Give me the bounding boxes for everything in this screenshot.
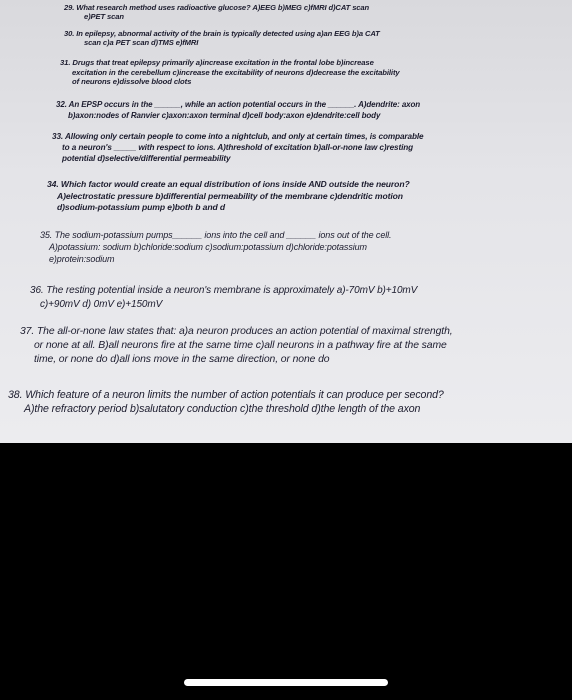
- question-line: excitation in the cerebellum c)increase the excitability of neurons d)decrease the excitability: [72, 67, 400, 77]
- question-line: time, or none do d)all ions move in the same direction, or none do: [34, 354, 330, 365]
- question-line: b)axon:nodes of Ranvier c)axon:axon terminal d)cell body:axon e)dendrite:cell body: [68, 110, 381, 120]
- question-line: 36. The resting potential inside a neuron's membrane is approximately a)-70mV b)+10mV: [30, 285, 418, 296]
- question-30: [64, 29, 380, 47]
- question-line: c)+90mV d) 0mV e)+150mV: [40, 298, 163, 310]
- question-line: 29. What research method uses radioactive glucose? A)EEG b)MEG c)fMRI d)CAT scan: [64, 3, 370, 12]
- question-line: potential d)selective/differential permeability: [62, 154, 231, 163]
- question-line: 32. An EPSP occurs in the ______, while an action potential occurs in the ______. A)dendrite: axon: [56, 100, 421, 109]
- question-36: [30, 284, 417, 311]
- question-line: 38. Which feature of a neuron limits the number of action potentials it can produce per second?: [8, 389, 444, 401]
- question-line: scan c)a PET scan d)TMS e)fMRI: [84, 38, 199, 47]
- question-line: A)the refractory period b)salutatory conduction c)the threshold d)the length of the axon: [24, 403, 421, 415]
- question-line: or none at all. B)all neurons fire at the same time c)all neurons in a pathway fire at the same: [34, 340, 447, 351]
- question-line: 31. Drugs that treat epilepsy primarily a)increase excitation in the frontal lobe b)increase: [60, 58, 374, 67]
- question-line: to a neuron's _____ with respect to ions. A)threshold of excitation b)all-or-none law c)resting: [62, 143, 414, 152]
- home-indicator-bar[interactable]: [184, 679, 388, 686]
- question-line: 37. The all-or-none law states that: a)a neuron produces an action potential of maximal strength,: [20, 326, 453, 337]
- question-38: [8, 388, 444, 416]
- question-line: 30. In epilepsy, abnormal activity of the brain is typically detected using a)an EEG b)a CAT: [64, 29, 380, 38]
- question-35: [40, 229, 391, 265]
- question-31: [60, 58, 400, 87]
- question-line: 35. The sodium-potassium pumps______ ions into the cell and ______ ions out of the cell.: [40, 230, 392, 240]
- question-line: of neurons e)dissolve blood clots: [72, 77, 192, 86]
- question-line: 34. Which factor would create an equal distribution of ions inside AND outside the neuron?: [47, 179, 410, 189]
- question-line: A)potassium: sodium b)chloride:sodium c)sodium:potassium d)chloride:potassium: [49, 242, 367, 252]
- question-line: e)protein:sodium: [49, 254, 115, 264]
- question-37: [20, 325, 453, 367]
- question-32: [56, 100, 420, 121]
- question-34: [47, 179, 410, 214]
- question-line: e)PET scan: [84, 12, 124, 21]
- question-line: d)sodium-potassium pump e)both b and d: [57, 202, 226, 212]
- question-line: 33. Allowing only certain people to come into a nightclub, and only at certain times, is comparable: [52, 132, 424, 141]
- question-line: A)electrostatic pressure b)differential permeability of the membrane c)dendritic motion: [57, 190, 403, 201]
- question-33: [52, 131, 424, 164]
- question-29: [64, 3, 369, 21]
